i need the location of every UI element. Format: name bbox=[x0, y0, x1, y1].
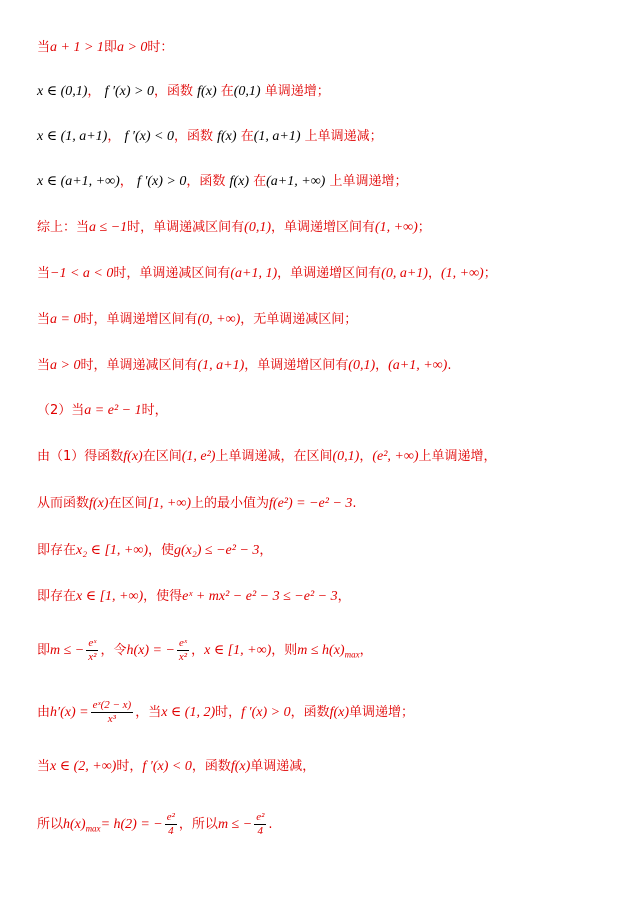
text-segment: ，函数 bbox=[191, 759, 231, 774]
text-segment: 在区间 bbox=[108, 496, 148, 511]
fraction bbox=[91, 699, 134, 726]
text-segment: 即存在 bbox=[37, 543, 77, 558]
text-line-6 bbox=[37, 264, 497, 284]
math-expression: f ′(x) < 0 bbox=[124, 129, 174, 144]
text-segment: ，则 bbox=[271, 643, 298, 658]
math-expression: (0, +∞) bbox=[197, 312, 241, 327]
text-segment: 上单调递减，在区间 bbox=[215, 449, 333, 464]
math-expression: h(x) = − bbox=[126, 643, 175, 658]
math-expression: x ∈ (0,1) bbox=[37, 84, 88, 99]
text-segment: 由 bbox=[37, 705, 51, 720]
math-expression: −1 < a < 0 bbox=[50, 266, 114, 281]
math-expression: f(x) bbox=[329, 705, 350, 720]
math-expression: a ≤ −1 bbox=[89, 220, 128, 235]
subscript: max bbox=[344, 649, 360, 660]
text-segment: ， bbox=[186, 174, 200, 189]
text-line-4 bbox=[37, 172, 408, 192]
text-segment: 时，单调递减区间有 bbox=[80, 358, 198, 373]
text-segment: 时， bbox=[116, 759, 143, 774]
math-expression: x ∈ [1, +∞) bbox=[76, 589, 144, 604]
text-line-1 bbox=[37, 38, 173, 58]
math-expression: a > 0 bbox=[50, 358, 81, 373]
fraction-numerator: e² bbox=[256, 811, 265, 823]
math-expression: a > 0 bbox=[116, 40, 148, 55]
text-line-8 bbox=[37, 356, 451, 376]
text-line-11 bbox=[37, 494, 357, 514]
subscript: max bbox=[85, 823, 101, 834]
text-segment: 上的最小值为 bbox=[191, 496, 270, 511]
math-expression: a = 0 bbox=[50, 312, 81, 327]
math-expression: (e², +∞) bbox=[372, 449, 419, 464]
math-expression: (a+1, +∞) bbox=[388, 358, 448, 373]
text-segment: 由（1）得函数 bbox=[37, 449, 124, 464]
fraction bbox=[254, 811, 266, 838]
text-segment: 即 bbox=[37, 643, 51, 658]
text-segment: 上单调递增； bbox=[329, 174, 408, 189]
text-segment: 当 bbox=[37, 312, 51, 327]
text-segment: ，单调递增区间有 bbox=[277, 266, 382, 281]
text-segment: 单调递增； bbox=[349, 705, 415, 720]
math-expression: eˣ + mx² − e² − 3 ≤ −e² − 3 bbox=[182, 589, 338, 604]
text-segment: 当 bbox=[37, 40, 51, 55]
math-expression: f(x) bbox=[229, 174, 249, 189]
text-line-16 bbox=[37, 757, 315, 777]
text-segment: ； bbox=[417, 220, 431, 235]
math-expression: m ≤ − bbox=[217, 817, 253, 832]
text-segment: ，无单调递减区间； bbox=[240, 312, 358, 327]
text-segment: ， bbox=[427, 266, 441, 281]
text-segment: 时，单调递减区间有 bbox=[127, 220, 245, 235]
text-segment: 单调递减， bbox=[250, 759, 316, 774]
text-segment: 从而函数 bbox=[37, 496, 90, 511]
math-expression: f(x) bbox=[230, 759, 251, 774]
math-expression: f(x) bbox=[89, 496, 109, 511]
math-expression: (0,1) bbox=[233, 84, 261, 99]
math-expression: h′(x) = bbox=[50, 705, 89, 720]
math-expression: m ≤ h(x) bbox=[297, 643, 345, 658]
math-expression: (0,1) bbox=[244, 220, 271, 235]
text-segment: ， bbox=[359, 449, 373, 464]
text-segment: ， bbox=[359, 643, 373, 658]
text-segment: ， bbox=[107, 129, 121, 144]
fraction-denominator: x² bbox=[88, 651, 97, 663]
fraction-numerator: eˣ(2 − x) bbox=[92, 699, 132, 711]
text-segment: 上单调递减； bbox=[304, 129, 383, 144]
text-segment: . bbox=[447, 358, 452, 373]
math-expression: (a+1, +∞) bbox=[266, 174, 326, 189]
text-line-9 bbox=[37, 401, 168, 421]
math-expression: (1, +∞) bbox=[440, 266, 484, 281]
text-segment: ，所以 bbox=[178, 817, 218, 832]
math-expression: x ∈ [1, +∞) bbox=[204, 643, 272, 658]
text-segment: 在区间 bbox=[142, 449, 182, 464]
math-expression: f(x) bbox=[197, 84, 217, 99]
fraction-numerator: eˣ bbox=[177, 637, 189, 651]
text-segment: ，单调递增区间有 bbox=[271, 220, 376, 235]
text-segment: 时，单调递减区间有 bbox=[113, 266, 231, 281]
text-segment: ，函数 bbox=[290, 705, 330, 720]
text-segment: 时， bbox=[141, 403, 168, 418]
text-segment: . bbox=[352, 496, 357, 511]
text-segment: 所以 bbox=[37, 817, 64, 832]
math-expression: (1, +∞) bbox=[375, 220, 418, 235]
math-expression: f(x) bbox=[123, 449, 143, 464]
fraction-denominator: x² bbox=[178, 651, 188, 663]
math-expression: f ′(x) < 0 bbox=[142, 759, 192, 774]
fraction-numerator: e² bbox=[166, 811, 175, 823]
text-line-15 bbox=[37, 696, 414, 730]
math-expression: (0,1) bbox=[332, 449, 360, 464]
text-line-13 bbox=[37, 587, 351, 607]
text-segment: 当 bbox=[37, 358, 51, 373]
text-segment: 时， bbox=[215, 705, 242, 720]
text-segment: 函数 bbox=[186, 129, 213, 144]
text-segment: ，当 bbox=[135, 705, 162, 720]
fraction bbox=[177, 637, 189, 664]
math-expression: [1, +∞) bbox=[147, 496, 192, 511]
text-segment: ， bbox=[173, 129, 187, 144]
text-line-17 bbox=[37, 808, 273, 846]
math-expression: (0, a+1) bbox=[381, 266, 428, 281]
fraction bbox=[165, 811, 177, 838]
text-segment: 在 bbox=[240, 129, 254, 144]
text-segment: 当 bbox=[37, 266, 51, 281]
math-expression: x ∈ (1, 2) bbox=[161, 705, 216, 720]
math-expression: (1, a+1) bbox=[197, 358, 245, 373]
text-line-5 bbox=[37, 218, 431, 238]
math-expression: a = e² − 1 bbox=[84, 403, 142, 418]
math-expression: f ′(x) > 0 bbox=[104, 84, 154, 99]
text-segment: ， bbox=[119, 174, 133, 189]
text-segment: 即 bbox=[103, 40, 117, 55]
fraction-denominator: x³ bbox=[107, 713, 116, 725]
text-segment: 时： bbox=[147, 40, 174, 55]
math-expression: f ′(x) > 0 bbox=[136, 174, 187, 189]
text-line-2 bbox=[37, 82, 330, 102]
fraction-denominator: 4 bbox=[257, 825, 264, 837]
text-segment: 当 bbox=[37, 759, 51, 774]
math-expression: (a+1, 1) bbox=[230, 266, 278, 281]
text-line-12 bbox=[37, 541, 272, 561]
math-expression: (1, a+1) bbox=[253, 129, 301, 144]
text-segment: ，使得 bbox=[143, 589, 183, 604]
text-segment: ， bbox=[259, 543, 273, 558]
text-segment: 上单调递增， bbox=[418, 449, 497, 464]
math-expression: x ∈ (2, +∞) bbox=[50, 759, 117, 774]
text-segment: ； bbox=[483, 266, 497, 281]
math-expression: f(x) bbox=[217, 129, 237, 144]
fraction bbox=[86, 637, 98, 664]
math-expression: a + 1 > 1 bbox=[50, 40, 104, 55]
text-line-7 bbox=[37, 310, 357, 330]
math-expression: (1, e²) bbox=[181, 449, 216, 464]
text-segment: 函数 bbox=[199, 174, 226, 189]
text-line-14 bbox=[37, 634, 373, 672]
text-segment: ，使 bbox=[148, 543, 175, 558]
text-segment: 函数 bbox=[167, 84, 194, 99]
text-segment: ， bbox=[337, 589, 351, 604]
math-expression: f ′(x) > 0 bbox=[241, 705, 291, 720]
math-expression: x₂ ∈ [1, +∞) bbox=[76, 543, 148, 558]
math-expression: f(e²) = −e² − 3 bbox=[269, 496, 353, 511]
text-segment: 时，单调递增区间有 bbox=[80, 312, 198, 327]
math-expression: x ∈ (1, a+1) bbox=[37, 129, 108, 144]
math-expression: x ∈ (a+1, +∞) bbox=[37, 174, 120, 189]
text-segment: 在 bbox=[253, 174, 267, 189]
text-segment: ， bbox=[87, 84, 101, 99]
text-segment: ，单调递增区间有 bbox=[244, 358, 349, 373]
text-segment: ， bbox=[375, 358, 389, 373]
fraction-denominator: 4 bbox=[168, 825, 174, 837]
text-segment: ， bbox=[154, 84, 168, 99]
math-expression: g(x₂) ≤ −e² − 3 bbox=[174, 543, 260, 558]
text-segment: （2）当 bbox=[37, 403, 85, 418]
math-expression: = h(2) = − bbox=[100, 817, 163, 832]
text-segment: 即存在 bbox=[37, 589, 77, 604]
text-segment: 综上：当 bbox=[37, 220, 90, 235]
text-segment: 在 bbox=[220, 84, 234, 99]
text-segment: 单调递增； bbox=[264, 84, 330, 99]
math-expression: h(x) bbox=[63, 817, 86, 832]
text-line-3 bbox=[37, 127, 383, 147]
math-expression: m ≤ − bbox=[50, 643, 85, 658]
text-segment: . bbox=[268, 817, 273, 832]
text-segment: ， bbox=[191, 643, 205, 658]
text-segment: ，令 bbox=[100, 643, 127, 658]
text-line-10 bbox=[37, 447, 497, 467]
fraction-numerator: eˣ bbox=[86, 637, 98, 651]
math-expression: (0,1) bbox=[348, 358, 376, 373]
